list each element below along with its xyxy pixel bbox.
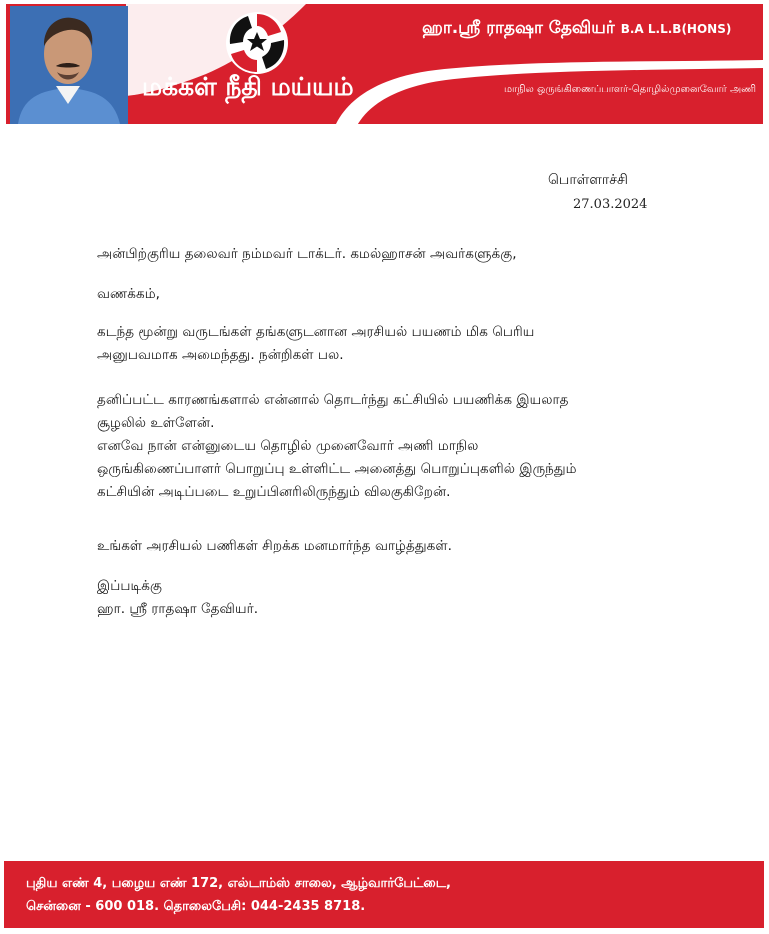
letterhead-footer [4, 861, 764, 928]
letter-salutation: அன்பிற்குரிய தலைவர் நம்மவர் டாக்டர். கமல்ஹாசன் அவர்களுக்கு, [97, 246, 517, 262]
letter-date: 27.03.2024 [573, 197, 648, 212]
letter-paragraph-1 [97, 321, 677, 367]
paragraph-line: தனிப்பட்ட காரணங்களால் என்னால் தொடர்ந்து கட்சியில் பயணிக்க இயலாத [97, 392, 569, 408]
footer-address-line-1: புதிய எண் 4, பழைய எண் 172, எல்டாம்ஸ் சாலை, ஆழ்வார்பேட்டை, [26, 876, 451, 891]
portrait-icon [10, 6, 128, 124]
paragraph-line: எனவே நான் என்னுடைய தொழில் முனைவோர் அணி மாநில [97, 438, 479, 454]
hands-star-logo-icon [224, 10, 290, 76]
letter-paragraph-2 [97, 389, 677, 504]
letter-paragraph-3: உங்கள் அரசியல் பணிகள் சிறக்க மனமார்ந்த வாழ்த்துகள். [97, 538, 452, 554]
letterhead-banner [6, 4, 763, 124]
party-name: மக்கள் நீதி மய்யம் [142, 72, 354, 101]
sender-name-heading [422, 18, 762, 46]
paragraph-line: அனுபவமாக அமைந்தது. நன்றிகள் பல. [97, 347, 344, 363]
footer-address-line-2: சென்னை - 600 018. தொலைபேசி: 044-2435 8718. [26, 899, 366, 914]
paragraph-line: சூழலில் உள்ளேன். [97, 415, 215, 431]
letter-closing: இப்படிக்கு [97, 578, 162, 594]
letter-signoff [97, 575, 677, 621]
paragraph-line: கடந்த மூன்று வருடங்கள் தங்களுடனான அரசியல் பயணம் மிக பெரிய [97, 324, 535, 340]
leader-photo [10, 6, 128, 124]
sender-degree: B.A L.L.B(HONS) [620, 22, 732, 36]
letter-place: பொள்ளாச்சி [548, 172, 628, 188]
sender-name: ஹா.ஸ்ரீ ராதஷா தேவியர் [422, 18, 615, 38]
letter-greeting: வணக்கம், [97, 286, 160, 302]
paragraph-line: ஒருங்கிணைப்பாளர் பொறுப்பு உள்ளிட்ட அனைத்து பொறுப்புகளில் இருந்தும் [97, 461, 577, 477]
letter-signature: ஹா. ஸ்ரீ ராதஷா தேவியர். [97, 601, 259, 617]
sender-designation: மாநில ஒருங்கிணைப்பாளர்-தொழில்முனைவோர் அணி [504, 84, 756, 95]
paragraph-line: கட்சியின் அடிப்படை உறுப்பினரிலிருந்தும் விலகுகிறேன். [97, 484, 451, 500]
